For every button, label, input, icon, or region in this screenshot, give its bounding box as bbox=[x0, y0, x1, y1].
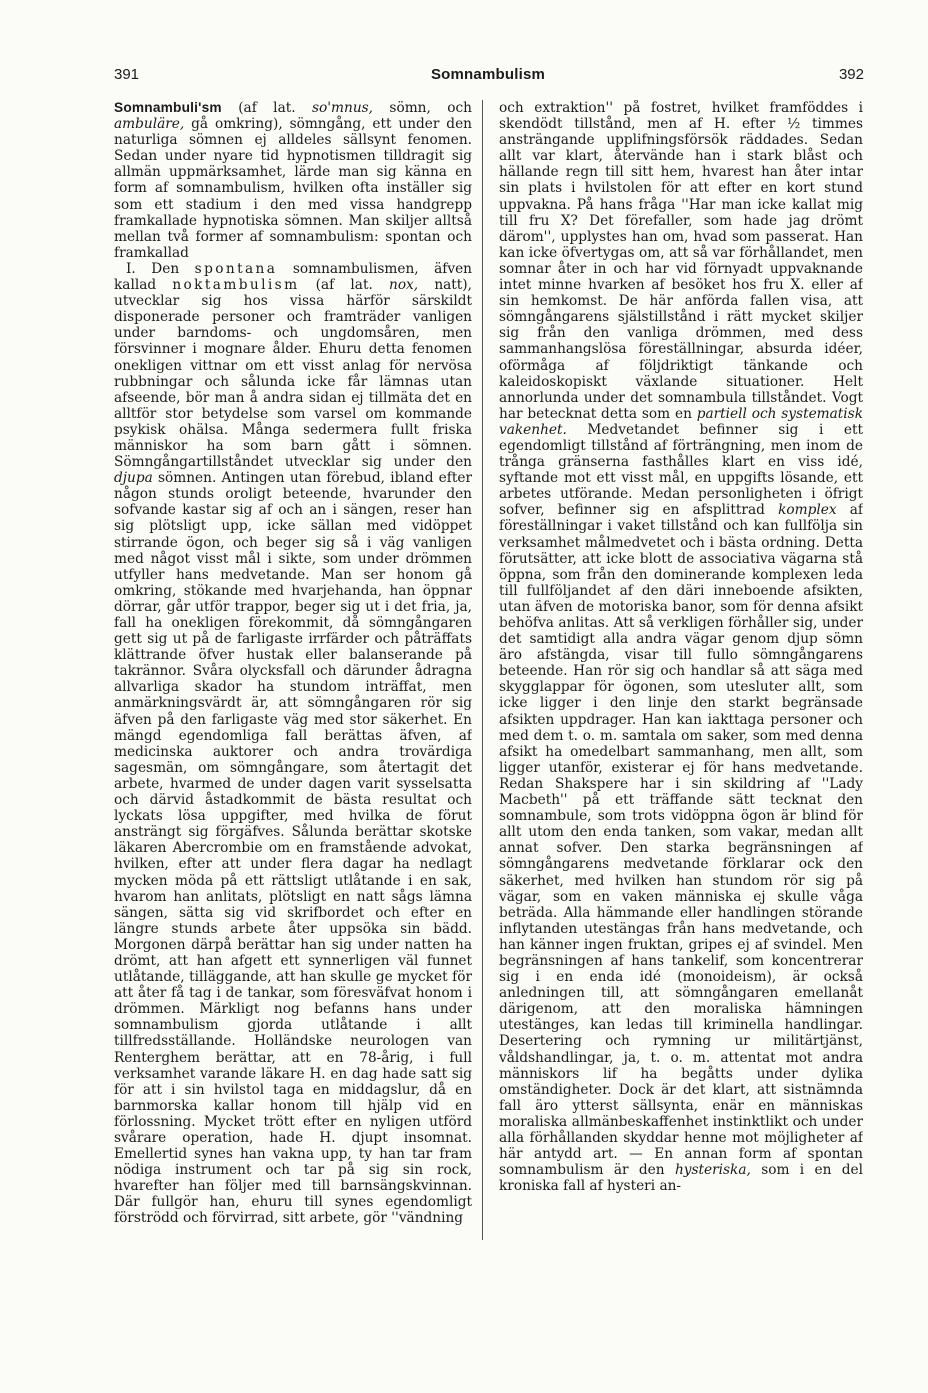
article-paragraph-spontaneous bbox=[114, 261, 472, 1227]
text-run: somnambulismen, äfven kallad bbox=[114, 260, 472, 294]
page-number-left: 391 bbox=[114, 66, 140, 83]
page-title: Somnambulism bbox=[430, 66, 546, 83]
italic-run: partiell och systematisk vakenhet. bbox=[499, 405, 863, 438]
text-run: som i en del kroniska fall af hysteri an- bbox=[499, 1162, 863, 1195]
text-run: af föreställningar i vaket tillstånd och kan fullfölja sin verksamhet målmedvetet och i bästa ordning. Detta förutsätter, att icke blott de associativa vägarna stå öppna, som från den dominerande komplexen leda till fullföljandet af den däri inneboende afsikten, utan äfven de motoriska banor, som för denna afsikt behöfva anlitas. Att så verkligen förhåller sig, under det samtidigt alla andra vägar genom djup sömn äro afstängda, visar till fullo sömngångarens beteende. Han rör sig och handlar så att säga med skygglappar för ögonen, som utesluter allt, som icke ligger i den linje den starkt begränsade afsikten uppdrager. Han kan iakttaga personer och med dem t. o. m. samtala om saker, som med denna afsikt ha omedelbart sammanhang, men allt, som ligger utanför, existerar ej för hans medvetande. Redan Shakspere har i sin skildring af ''Lady Macbeth'' på ett träffande sätt tecknat den somnambule, som trots vidöppna ögon är blind för allt utom den enda tanken, som vakar, medan allt annat sofver. Den starka begränsningen af sömngångarens medvetande förklarar ock den säkerhet, med hvilken han stundom rör sig på vägar, som en vaken människa ej skulle våga beträda. Alla hämmande eller handlingen störande inflytanden utestängas från hans medvetande, och han känner ingen fruktan, gripes ej af svindel. Men begränsningen af hans tankelif, som koncentrerar sig i en enda idé (monoideism), är också anledningen till, att sömngångaren emellanåt därigenom, att den moraliska hämningen utestänges, kan ledas till kriminella handlingar. Desertering och rymning ur militärtjänst, våldshandlingar, ja, t. o. m. attentat mot andra människors lif ha begåtts under dylika omständigheter. Dock är det klart, att sistnämnda fall äro ytterst sällsynta, enär en människas moraliska allmänbeskaffenhet instinktlikt och under alla förhållanden skyddar henne mot möjligheter af här antydd art. — En annan form af spontan somnambulism är den bbox=[499, 502, 863, 1179]
page-number-right: 392 bbox=[838, 66, 864, 83]
text-run: (af lat. bbox=[221, 100, 312, 116]
column-divider bbox=[482, 100, 483, 1240]
text-run: Medvetandet befinner sig i ett egendomligt tillstånd af förträngning, men inom de trånga gränserna fasthålles klart en viss idé, syftande mot ett visst mål, en uppgifts lösande, ett arbetes utförande. Medan personligheten i öfrigt sofver, befinner sig en afsplittrad bbox=[499, 421, 863, 519]
text-run: och extraktion'' på fostret, hvilket framföddes i skendödt tillstånd, men af H. efter ½ timmes ansträngande upplifningsförsök räddades. Sedan allt var klart, återvände han i stark blåst och hällande regn till sitt hem, hvarest han åter intar sin plats i hvilstolen för att efter en kort stund uppvakna. På hans fråga ''Har man icke kallat mig till fru X? Det förefaller, som hade jag drömt därom'', upplystes han om, hvad som passerat. Han kan icke öfvertygas om, att så var förhållandet, men somnar åter in och har vid förnyadt uppvaknande intet minne hvarken af besöket hos fru X. eller af sin hemkomst. De här anförda fallen visa, att sömngångarens själstillstånd i rätt mycket skiljer sig från den vanliga drömmen, med dess sammanhangslösa föreställningar, absurda idéer, oförmåga af följdriktigt tänkande och kaleidoskopiskt växlande situationer. Helt annorlunda under det somnambula tillståndet. Vogt har betecknat detta som en bbox=[499, 100, 863, 422]
italic-run: nox, bbox=[389, 277, 419, 294]
text-run: (af lat. bbox=[299, 277, 389, 294]
italic-run: so'mnus, bbox=[312, 100, 374, 116]
headword: Somnambuli'sm bbox=[114, 100, 222, 115]
article-paragraph-intro bbox=[114, 100, 472, 261]
italic-run: ambuläre, bbox=[114, 116, 185, 133]
italic-run: hysteriska, bbox=[674, 1162, 751, 1179]
text-run: I. Den bbox=[126, 260, 195, 277]
spaced-run: noktambulism bbox=[172, 277, 300, 294]
spaced-run: spontana bbox=[194, 260, 278, 277]
running-head bbox=[112, 66, 864, 90]
right-column bbox=[499, 100, 863, 1250]
text-run: sömnen. Antingen utan förebud, ibland efter någon stunds oroligt beteende, hvarunder den sofvande kastar sig af och an i sängen, reser han sig plötsligt upp, icke sällan med vidöppet stirrande ögon, och beger sig så i väg vanligen med något visst mål i sikte, som under drömmen utfyller hans medvetande. Man ser honom gå omkring, stökande med hvarjehanda, han öppnar dörrar, går utför trappor, beger sig ut i det fria, ja, fall ha onekligen förekommit, då sömngångaren gett sig ut på de farligaste irrfärder och påträffats klättrande öfver hustak eller balanserande på takrännor. Svåra olycksfall och därunder ådragna allvarliga skador ha stundom inträffat, men anmärkningsvärdt är, att sömngångaren rör sig äfven på den farligaste väg med stor säkerhet. En mängd egendomliga fall berättas äfven, af medicinska auktorer och andra trovärdiga sagesmän, om sömngångare, som återtagit det arbete, hvarmed de under dagen varit sysselsatta och därvid åstadkommit de bästa resultat och lyckats lösa uppgifter, med hvilka de förut ansträngt sig förgäfves. Sålunda berättar skotske läkaren Abercrombie om en framstående advokat, hvilken, efter att under flera dagar ha nedlagt mycken möda på ett rättsligt utlåtande i en sak, hvarom han anlitats, plötsligt en natt sågs lämna sängen, sätta sig vid skrifbordet och efter en längre stunds arbete åter uppsöka sin bädd. Morgonen därpå berättar han sig under natten ha drömt, att han afgett ett synnerligen väl funnet utlåtande, tilläggande, att han skulle ge mycket för att åter få tag i de tankar, som föresväfvat honom i drömmen. Märkligt nog befanns hans under somnambulism gjorda utlåtande i allt tillfredsställande. Holländske neurologen van Renterghem berättar, att en 78-årig, i full verksamhet varande läkare H. en dag hade satt sig för att i sin hvilstol taga en middagslur, då en barnmorska kallar honom till hjälp vid en förlossning. Mycket trött efter en nyligen utförd svårare operation, hade H. djupt insomnat. Emellertid synes han vakna upp, ty han tar fram nödiga instrument och tar på sig sin rock, hvarefter han följer med till barnsängskvinnan. Där fullgör han, ehuru till synes egendomligt förströdd och förvirrad, sitt arbete, gör ''vändning bbox=[114, 470, 472, 1227]
text-run: natt), utvecklar sig hos vissa härför särskildt disponerade personer och framträder vanligen under barndoms- och ungdomsåren, men försvinner i mognare ålder. Ehuru detta fenomen onekligen vittnar om ett visst anlag för nervösa rubbningar och sålunda icke får lämnas utan afseende, bör man å andra sidan ej tillmäta det en alltför stor betydelse som varsel om kommande psykisk ohälsa. Många sedermera fullt friska människor ha som barn gått i sömnen. Sömngångartillståndet utvecklar sig under den bbox=[114, 277, 472, 471]
left-column bbox=[114, 100, 472, 1250]
text-run: sömn, och bbox=[373, 100, 472, 116]
italic-run: komplex bbox=[778, 502, 837, 519]
italic-run: djupa bbox=[114, 470, 153, 487]
text-run: gå omkring), sömngång, ett under den naturliga sömnen ej alldeles sällsynt fenomen. Sedan under nyare tid hypnotismen tilldragit sig allmän uppmärksamhet, lärde man sig känna en form af somnambulism, hvilken ofta inställer sig som ett stadium i den med vissa handgrepp framkallade hypnotiska sömnen. Man skiljer alltså mellan två former af somnambulism: spontan och framkallad bbox=[114, 116, 472, 261]
article-paragraph-continued bbox=[499, 100, 863, 1194]
